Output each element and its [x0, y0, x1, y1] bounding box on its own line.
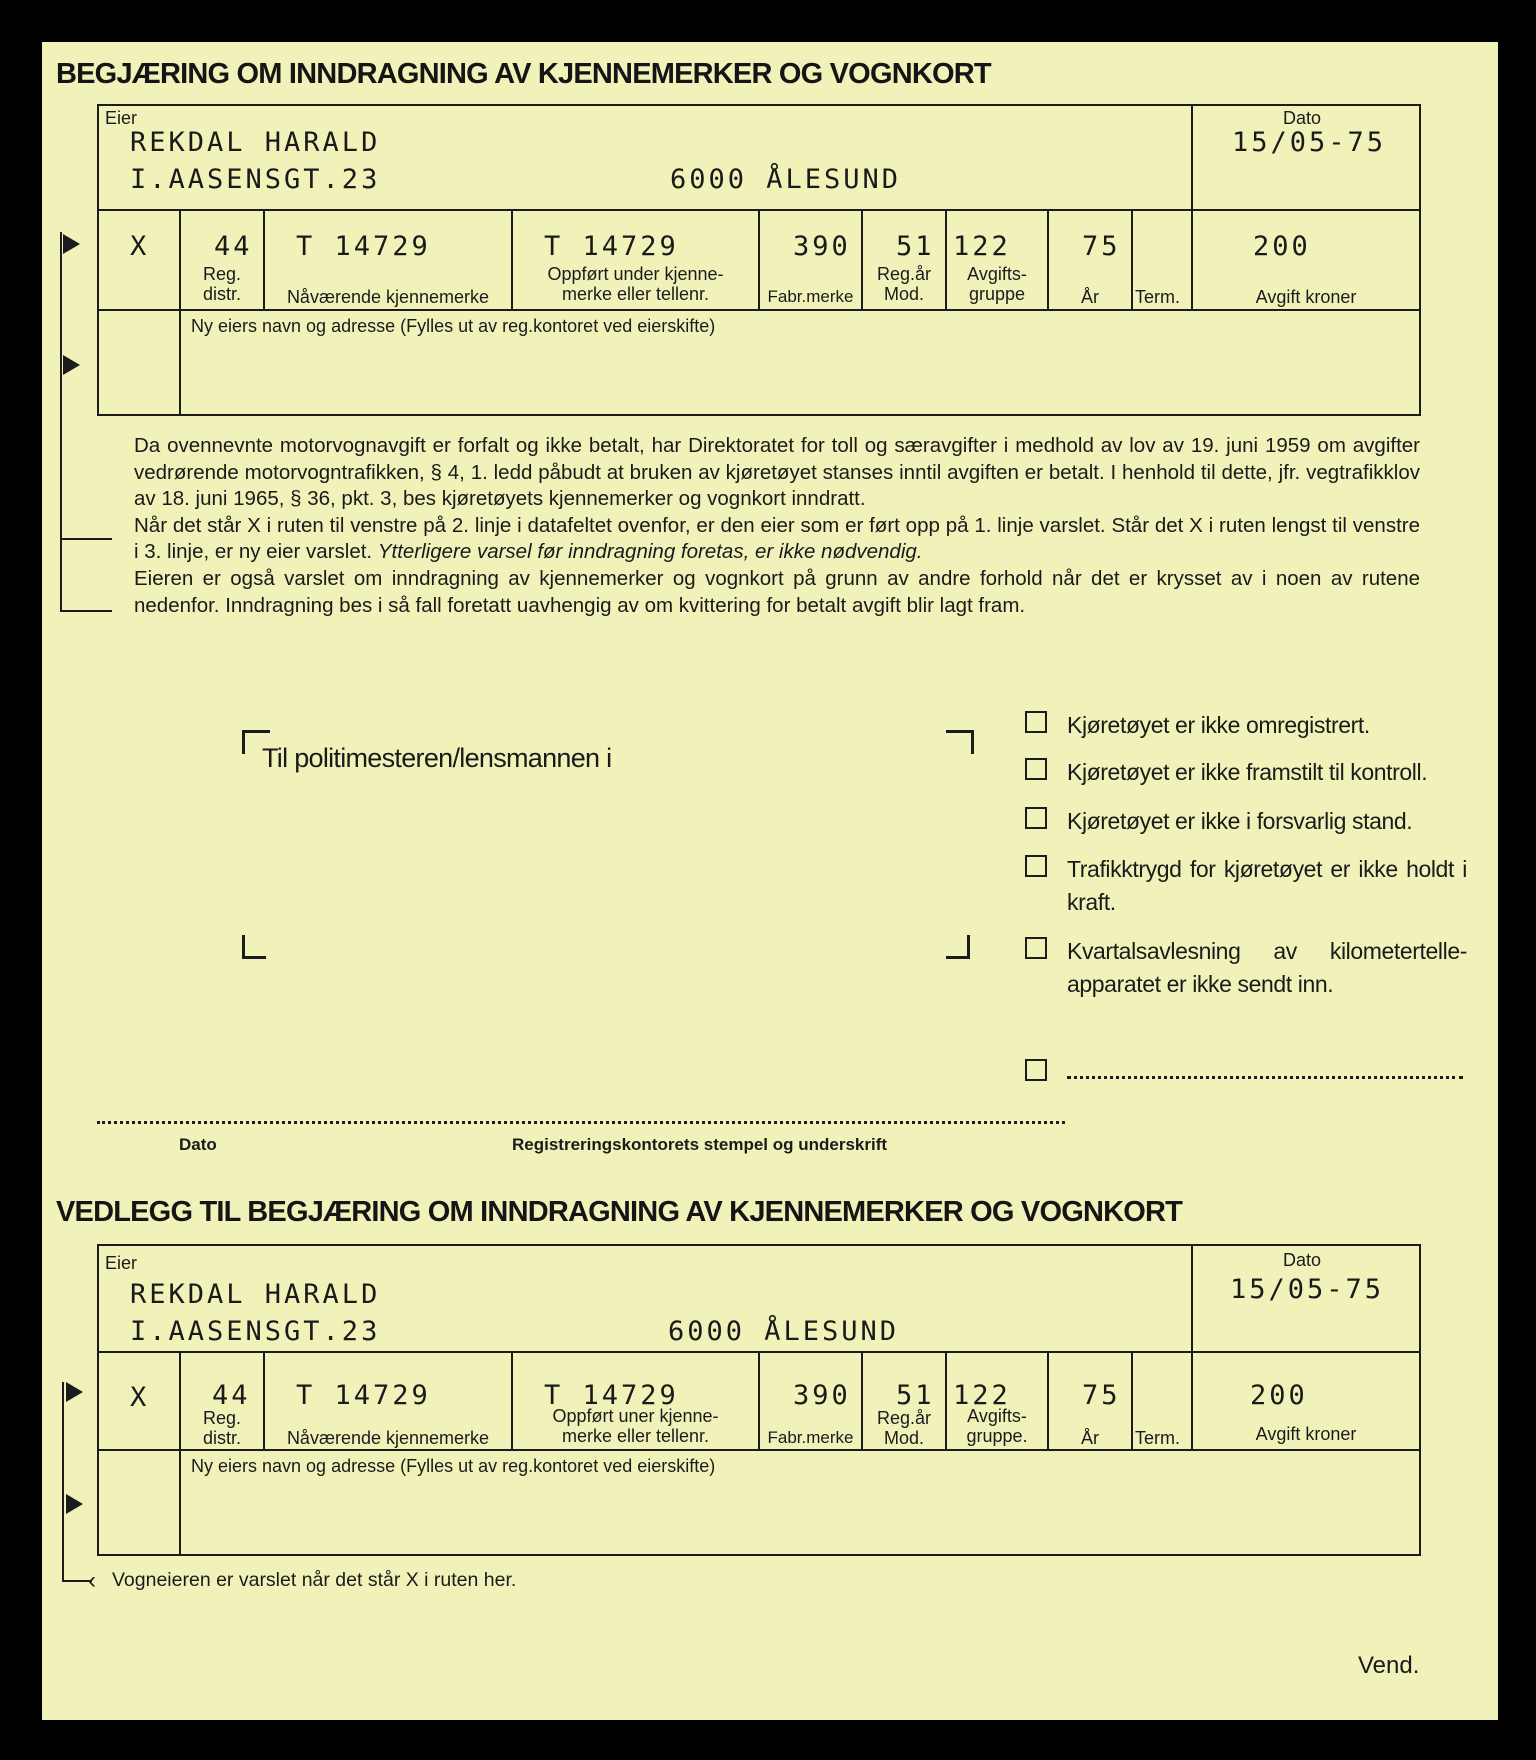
listed-plate-label: Oppført under kjenne- merke eller tellenr. [547, 264, 724, 304]
owner-postal: 6000 ÅLESUND [670, 164, 902, 195]
table-divider [1131, 209, 1133, 310]
checkbox-label: Kjøretøyet er ikke framstilt til kontroll. [1067, 759, 1428, 785]
attachment-year-value: 75 [1082, 1380, 1121, 1411]
bracket-line [62, 1382, 64, 1582]
year-label: År [1081, 287, 1099, 307]
model-year-value: 51 [896, 231, 935, 262]
table-divider [179, 1351, 181, 1556]
current-plate-value: T 14729 [296, 231, 431, 262]
address-corner-bottom-left [242, 935, 266, 959]
checkbox[interactable] [1025, 711, 1047, 733]
other-reason-line[interactable] [1067, 1076, 1463, 1079]
form-title: BEGJÆRING OM INNDRAGNING AV KJENNEMERKER OG VOGNKORT [56, 58, 991, 90]
body-paragraph-3: Eieren er også varslet om inndragning av kjennemerker og vognkort på grunn av andre forhold når det er krysset av i noen av rutene nedenfor. Inndragning bes i så fall foretatt uavhengig av om kvittering for betalt avgift blir lagt fram. [134, 566, 1420, 617]
pointer-arrow-icon [66, 1494, 83, 1514]
eier-label: Eier [105, 108, 138, 128]
attachment-year-label: År [1081, 1428, 1099, 1448]
term-label: Term. [1135, 287, 1180, 307]
checkbox[interactable] [1025, 855, 1047, 877]
current-plate-label: Nåværende kjennemerke [286, 287, 490, 307]
new-owner-label: Ny eiers navn og adresse (Fylles ut av reg.kontoret ved eierskifte) [191, 316, 716, 336]
address-corner-bottom-right [946, 935, 970, 959]
fee-group-label: Avgifts- gruppe [967, 264, 1027, 304]
fee-value: 200 [1253, 231, 1311, 262]
owner-street: I.AASENSGT.23 [130, 164, 381, 195]
checkbox-row[interactable] [1025, 756, 1475, 789]
checkbox-label: Kjøretøyet er ikke omregistrert. [1067, 712, 1370, 738]
attachment-owner-mark: X [130, 1382, 150, 1413]
fee-label: Avgift kroner [1255, 287, 1357, 307]
checkbox-label: Kvartalsavlesning av kilometertelle-apparatet er ikke sendt inn. [1067, 938, 1467, 997]
bracket-line [60, 232, 62, 612]
signature-dato-label: Dato [179, 1135, 217, 1154]
attachment-reg-distr-label: Reg. distr. [202, 1408, 242, 1448]
body-paragraph-1: Da ovennevnte motorvognavgift er forfalt og ikke betalt, har Direktoratet for toll og særavgifter i medhold av lov av 19. juni 1959 om avgifter vedrørende motorvogntrafikken, § 4, 1. ledd påbudt at bruken av kjøretøyet stanses inntil avgiften er betalt. I henhold til dette, jfr. vegtrafikklov av 18. juni 1965, § 36, pkt. 3, bes kjøretøyets kjennemerker og vognkort inndratt. [134, 434, 1420, 511]
body-text [134, 433, 1420, 619]
fee-group-value: 122 [953, 231, 1011, 262]
attachment-fee-value: 200 [1250, 1380, 1308, 1411]
bracket-line [60, 538, 112, 540]
table-divider [1131, 1351, 1133, 1450]
checkbox-row[interactable] [1025, 805, 1475, 838]
attachment-owner-postal: 6000 ÅLESUND [668, 1316, 900, 1347]
attachment-owner-name: REKDAL HARALD [130, 1279, 381, 1310]
owner-mark: X [130, 231, 150, 262]
signature-line [97, 1121, 1065, 1124]
attachment-date: 15/05-75 [1230, 1274, 1385, 1305]
table-divider [1191, 104, 1193, 211]
attachment-make-value: 390 [793, 1380, 851, 1411]
attachment-title: VEDLEGG TIL BEGJÆRING OM INNDRAGNING AV KJENNEMERKER OG VOGNKORT [56, 1196, 1183, 1228]
checkbox[interactable] [1025, 937, 1047, 959]
attachment-term-label: Term. [1135, 1428, 1180, 1448]
attachment-notice: Vogneieren er varslet når det står X i ruten her. [112, 1569, 517, 1591]
attachment-current-plate-value: T 14729 [296, 1380, 431, 1411]
reg-distr-value: 44 [214, 231, 253, 262]
attachment-listed-plate-value: T 14729 [544, 1380, 679, 1411]
checkbox-row-other[interactable] [1025, 1057, 1475, 1081]
pointer-arrow-icon [63, 234, 80, 254]
table-divider [1191, 1244, 1193, 1353]
form-date: 15/05-75 [1232, 127, 1387, 158]
checkbox-row[interactable] [1025, 935, 1475, 1001]
make-label: Fabr.merke [767, 287, 854, 306]
address-label: Til politimesteren/lensmannen i [262, 743, 612, 773]
signature-stamp-label: Registreringskontorets stempel og underskrift [512, 1135, 888, 1154]
body-paragraph-2 [134, 513, 1420, 566]
bracket-line [60, 610, 112, 612]
owner-name: REKDAL HARALD [130, 127, 381, 158]
attachment-fee-group-label: Avgifts- gruppe. [966, 1406, 1028, 1446]
attachment-reg-distr-value: 44 [212, 1380, 251, 1411]
turn-page-label: Vend. [1358, 1652, 1420, 1679]
checkbox[interactable] [1025, 1059, 1047, 1081]
attachment-model-year-label: Reg.år Mod. [876, 1408, 932, 1448]
attachment-new-owner-label: Ny eiers navn og adresse (Fylles ut av reg.kontoret ved eierskifte) [191, 1456, 716, 1476]
reg-distr-label: Reg. distr. [202, 264, 242, 304]
address-corner-top-right [946, 730, 974, 754]
make-value: 390 [793, 231, 851, 262]
attachment-owner-street: I.AASENSGT.23 [130, 1316, 381, 1347]
attachment-model-year-value: 51 [896, 1380, 935, 1411]
dato-label: Dato [1283, 108, 1322, 128]
pointer-arrow-icon [66, 1382, 83, 1402]
checkbox-label: Kjøretøyet er ikke i forsvarlig stand. [1067, 808, 1413, 834]
checkbox-row[interactable] [1025, 853, 1475, 919]
table-divider [179, 209, 181, 416]
chevron-left-icon: ‹ [88, 1567, 96, 1594]
checkbox[interactable] [1025, 758, 1047, 780]
model-year-label: Reg.år Mod. [876, 264, 932, 304]
attachment-fee-label: Avgift kroner [1255, 1424, 1357, 1444]
body-paragraph-2-italic: Ytterligere varsel før inndragning foretas, er ikke nødvendig. [377, 540, 923, 564]
body-paragraph-2-text: Når det står X i ruten til venstre på 2. linje i datafeltet ovenfor, er den eier som er ført opp på 1. linje varslet. Står det X i ruten lengst til venstre i 3. linje, er ny eier varslet. [134, 513, 1420, 564]
attachment-listed-plate-label: Oppført uner kjenne- merke eller tellenr. [552, 1406, 719, 1446]
checkbox-row[interactable] [1025, 709, 1475, 742]
attachment-current-plate-label: Nåværende kjennemerke [286, 1428, 490, 1448]
checkbox-label: Trafikktrygd for kjøretøyet er ikke holdt i kraft. [1067, 856, 1467, 915]
year-value: 75 [1082, 231, 1121, 262]
listed-plate-value: T 14729 [544, 231, 679, 262]
attachment-dato-label: Dato [1283, 1250, 1322, 1270]
checkbox[interactable] [1025, 807, 1047, 829]
attachment-fee-group-value: 122 [953, 1380, 1011, 1411]
pointer-arrow-icon [63, 355, 80, 375]
attachment-make-label: Fabr.merke [767, 1428, 854, 1447]
attachment-eier-label: Eier [105, 1253, 138, 1273]
